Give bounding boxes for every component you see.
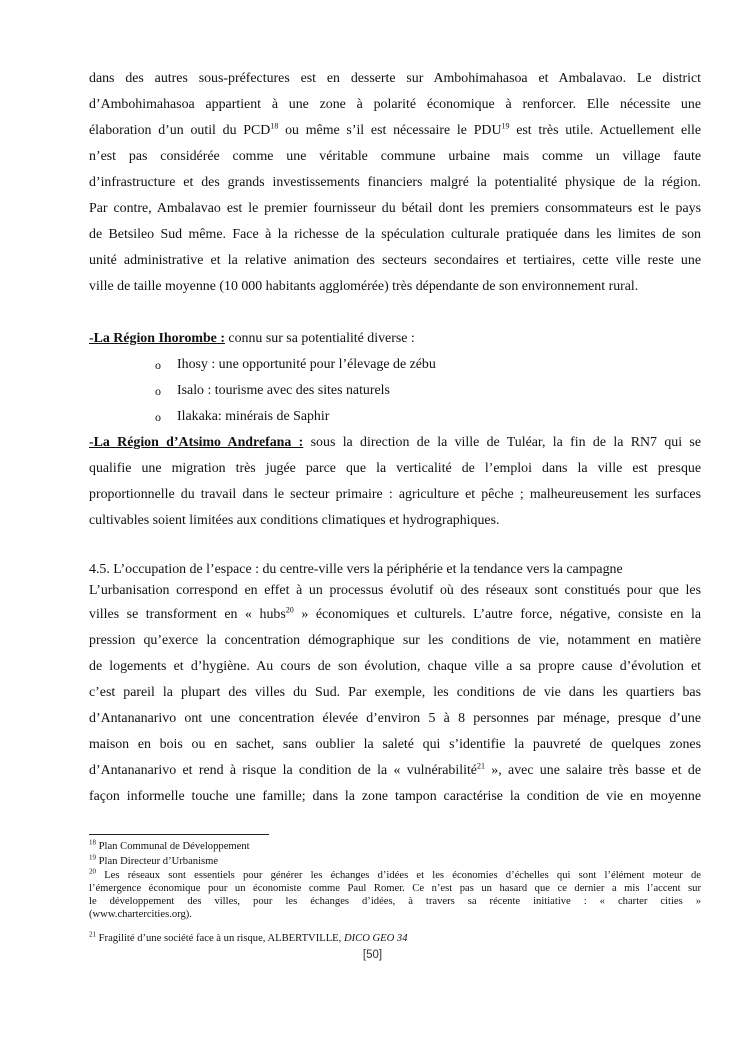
text-line: d’Antananarivo ont une concentration élevée d’environ 5 à 8 personnes par ménage, presque d’une (89, 711, 701, 726)
page-number: [50] (362, 949, 383, 961)
text-line: d’infrastructure et des grands investissements financiers malgré la potentialité physique de la région. (89, 175, 701, 190)
region-ihorombe (89, 326, 701, 430)
region-heading: -La Région d’Atsimo Andrefana : (89, 435, 304, 450)
text-line: de logements et d’hygiène. Au cours de son évolution, chaque ville a sa propre cause d’évolution et (89, 659, 701, 674)
bullet-icon: o (155, 384, 161, 398)
text-line: n’est pas considérée comme une véritable commune urbaine mais comme un village faute (89, 149, 701, 164)
region-heading: -La Région Ihorombe : (89, 331, 225, 346)
footnote-ref-18[interactable]: 18 (270, 121, 279, 131)
list-item: o Ihosy : une opportunité pour l’élevage de zébu (89, 352, 701, 378)
region-atsimo-andrefana (89, 430, 701, 534)
section-4-5 (89, 560, 701, 810)
text-line: pression qu’exerce la concentration démographique sur les conditions de vie, notamment en matière (89, 633, 701, 648)
list-item: o Isalo : tourisme avec des sites naturels (89, 378, 701, 404)
text-line: Par contre, Ambalavao est le premier fournisseur du bétail dont les premiers consommateurs est le pays (89, 201, 701, 216)
text-line: villes se transforment en « hubs$^{20}$ » économiques et culturels. L’autre force, négative, consiste en la (89, 605, 701, 622)
section-title: 4.5. L’occupation de l’espace : du centre-ville vers la périphérie et la tendance vers la campagne (89, 562, 623, 577)
bullet-icon: o (155, 358, 161, 372)
footnote-21: $^{21}$ Fragilité d’une société face à un risque, ALBERTVILLE, DICO GEO 34 (89, 930, 408, 944)
footnote-separator (89, 834, 269, 835)
text-line: d’Antananarivo et rend à risque la condition de la « vulnérabilité$^{21}$ », avec une salaire très basse et de (89, 761, 701, 778)
text-line: c’est pareil la plupart des villes du Sud. Par exemple, les conditions de vie dans les quartiers bas (89, 685, 701, 700)
text-line: proportionnelle du travail dans le secteur primaire : agriculture et pêche ; malheureusement les surfaces (89, 487, 701, 502)
text-line: ville de taille moyenne (10 000 habitants agglomérée) très dépendante de son environnement rural. (89, 279, 639, 294)
footnote-ref-19[interactable]: 19 (501, 121, 510, 131)
text-line: dans des autres sous-préfectures est en desserte sur Ambohimahasoa et Ambalavao. Le district (89, 71, 701, 86)
text-line: de Betsileo Sud même. Face à la richesse de la spéculation culturale pratiquée dans les limites de son (89, 227, 701, 242)
text-line: d’Ambohimahasoa appartient à une zone à polarité économique à renforcer. Elle nécessite une (89, 97, 701, 112)
footnote-ref-20[interactable]: 20 (285, 605, 294, 615)
text-line: élaboration d’un outil du PCD$^{18}$ ou même s’il est nécessaire le PDU$^{19}$ est très utile. Actuellement elle (89, 121, 701, 138)
text-line: maison en bois ou en sachet, sans oublier la saleté qui s’identifie la pauvreté de quelques zones (89, 737, 701, 752)
footnote-19: $^{19}$ Plan Directeur d’Urbanisme (89, 853, 219, 867)
text-line: façon informelle touche une famille; dans la zone tampon caractérise la condition de vie en moyenne (89, 789, 701, 804)
paragraph-ambohimahasoa (89, 66, 701, 300)
list-item: o Ilakaka: minérais de Saphir (89, 404, 701, 430)
text-line: -La Région Ihorombe : connu sur sa potentialité diverse : (89, 331, 415, 346)
footnote-18: $^{18}$ Plan Communal de Développement (89, 838, 250, 852)
text-line: unité administrative et la relative animation des secteurs secondaires et tertiaires, cette ville reste une (89, 253, 701, 268)
text-line: qualifie une migration très jugée parce que la verticalité de l’emploi dans la ville est presque (89, 461, 701, 476)
text-line: L’urbanisation correspond en effet à un processus évolutif où des réseaux sont constitués pour que les (89, 583, 701, 598)
document-body (89, 66, 701, 810)
bullet-icon: o (155, 410, 161, 424)
text-line: -La Région d’Atsimo Andrefana : sous la direction de la ville de Tuléar, la fin de la RN7 qui se (89, 435, 701, 450)
bullet-list (89, 352, 701, 430)
footnote-ref-21[interactable]: 21 (476, 761, 485, 771)
text-line: cultivables soient limitées aux conditions climatiques et hydrographiques. (89, 513, 500, 528)
footnote-20: $^{20}$ Les réseaux sont essentiels pour générer les échanges d’idées et les économies d’échelles qui sont l’élément moteur de l’émergence économique pour un économiste comme Paul Romer. Ce n’est pas un hasard que ce dernier a mis l’accent sur le développement des villes, pour les échanges d’idées, à travers sa récente initiative : « charter cities » (www.chartercities.org). (89, 867, 701, 920)
